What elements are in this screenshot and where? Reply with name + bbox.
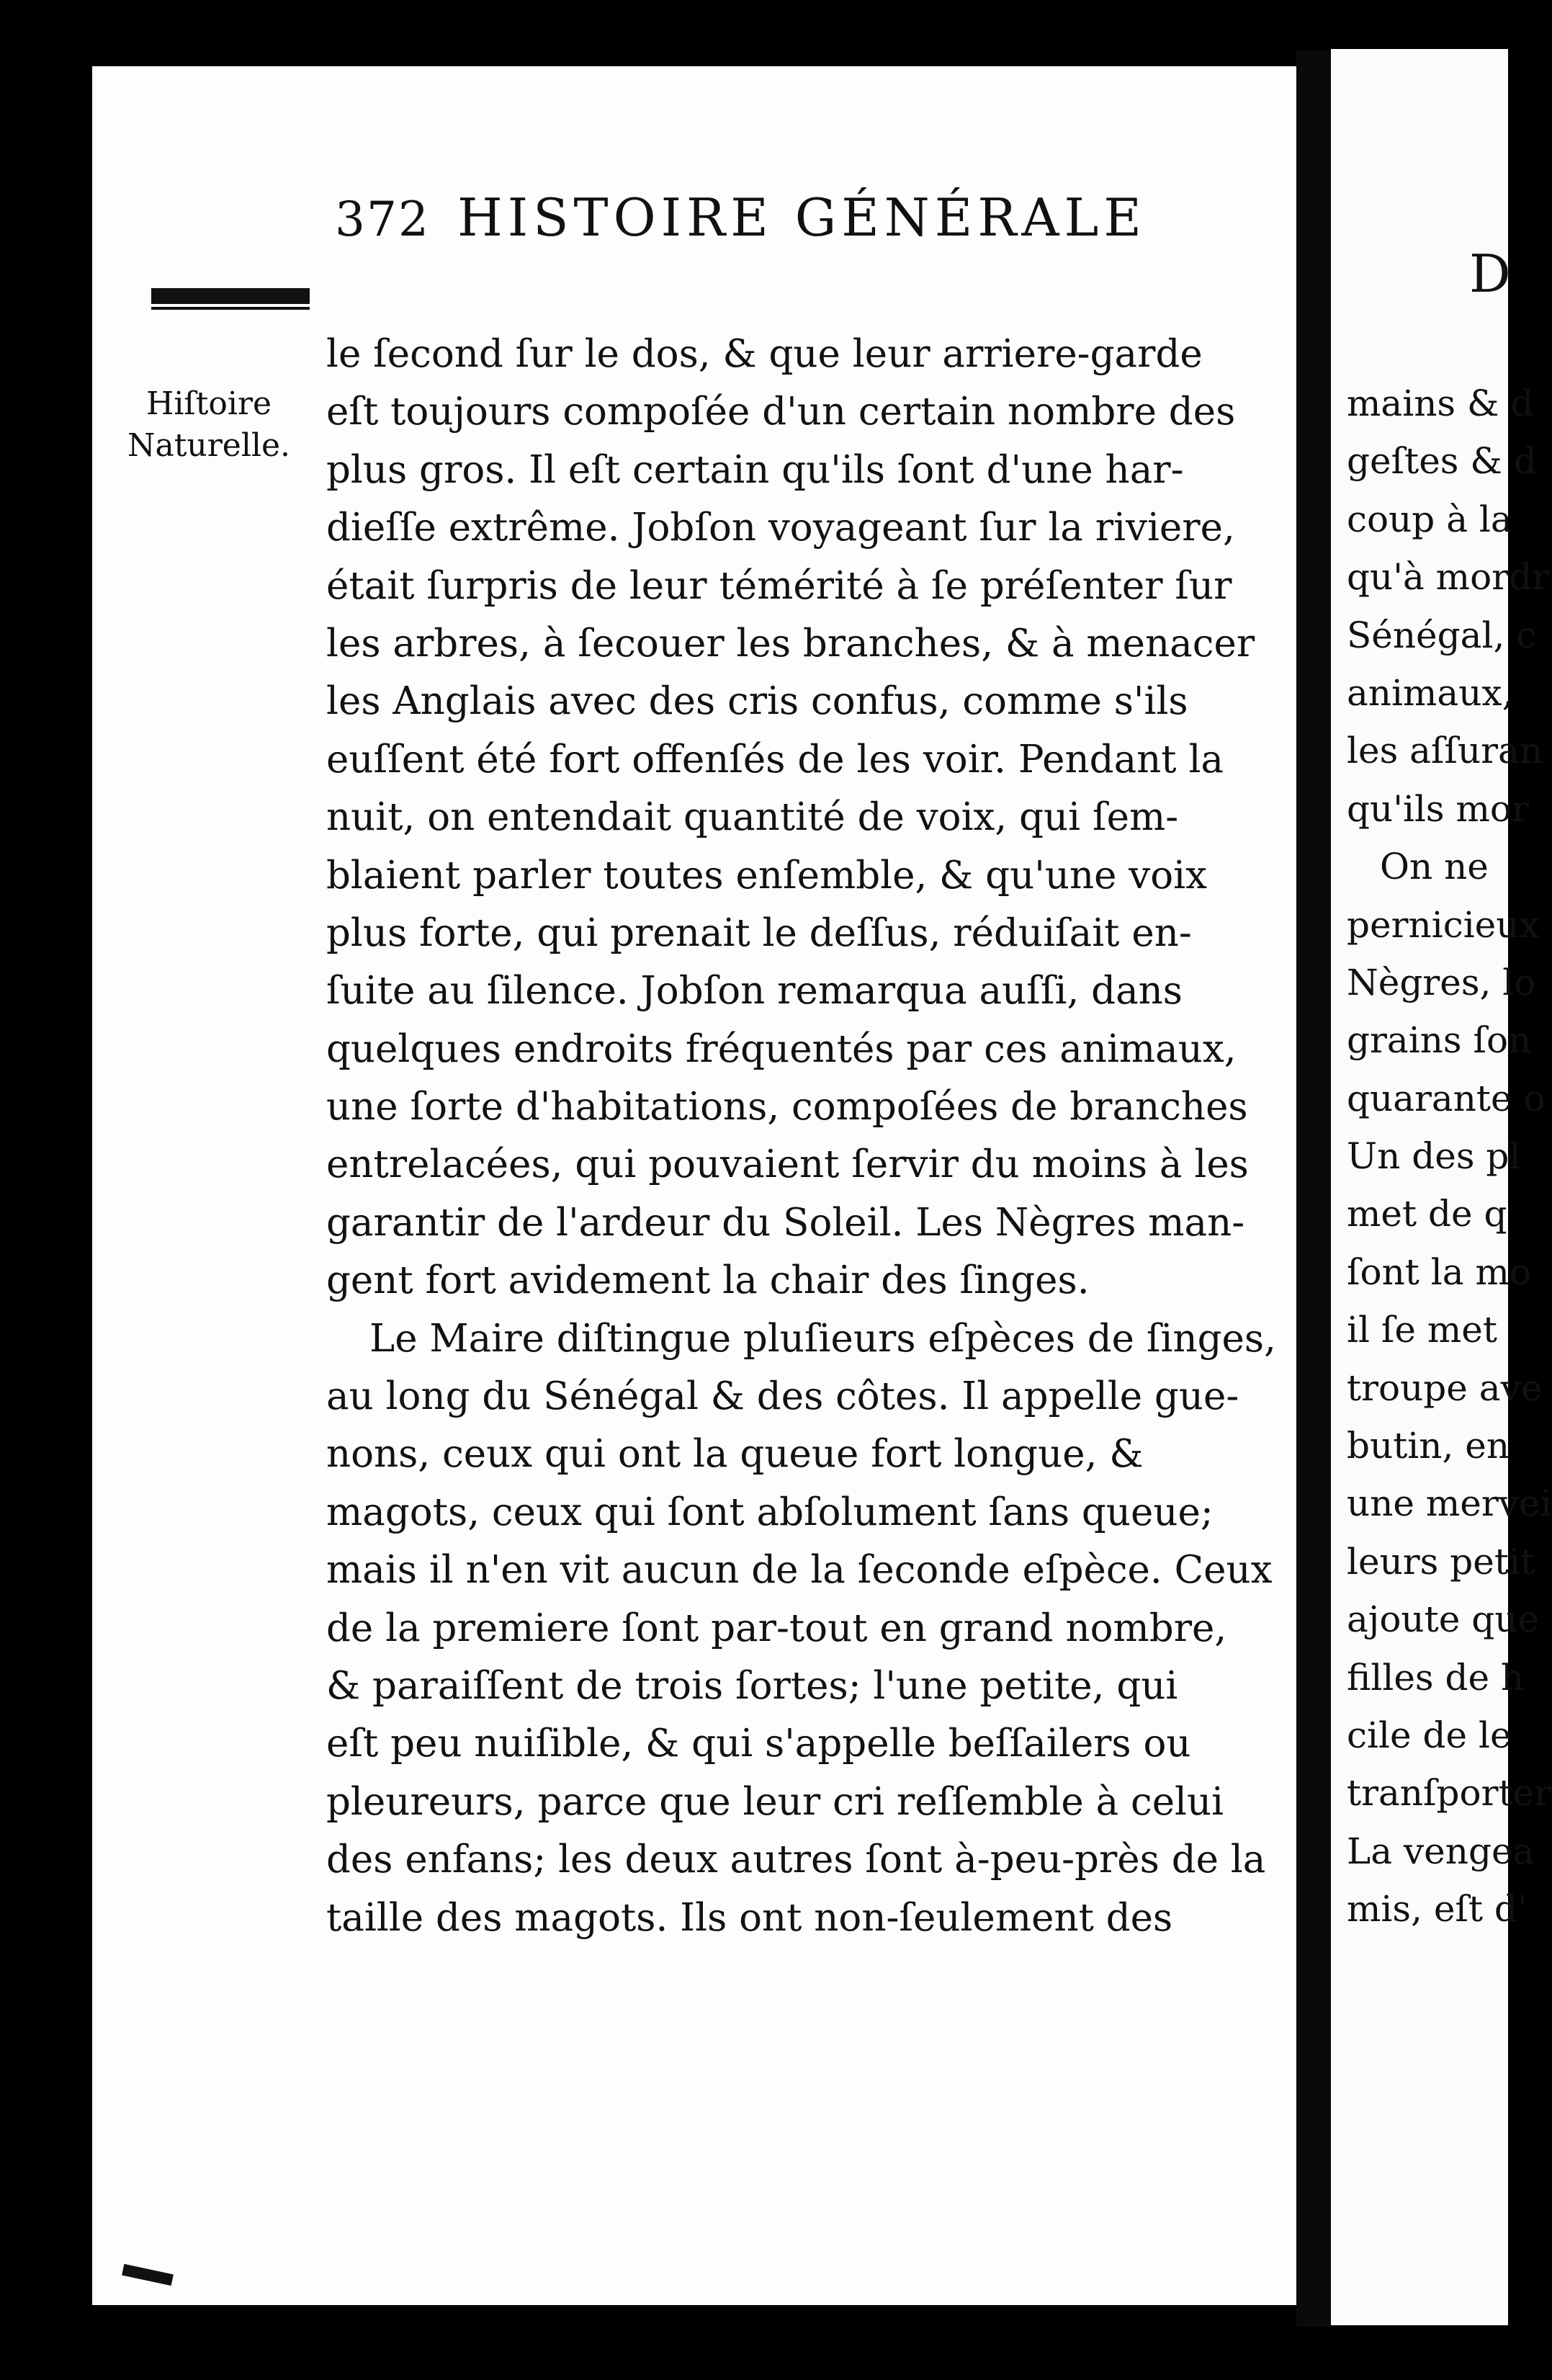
- text-line: les arbres, à ſecouer les branches, & à menacer: [326, 621, 1255, 666]
- right-text-line: une mervei: [1347, 1482, 1552, 1525]
- text-line: au long du Sénégal & des côtes. Il appelle gue-: [326, 1374, 1239, 1419]
- right-text-line: Sénégal, c: [1347, 614, 1537, 656]
- text-line: garantir de l'ardeur du Soleil. Les Nègres man-: [326, 1200, 1245, 1245]
- text-line: gent fort avidement la chair des ſinges.: [326, 1258, 1090, 1303]
- right-text-line: les aſſuran: [1347, 730, 1543, 772]
- right-text-line: pernicieux: [1347, 903, 1540, 946]
- right-text-line: met de q: [1347, 1193, 1507, 1235]
- text-line: nuit, on entendait quantité de voix, qui ſem-: [326, 795, 1179, 840]
- text-line: Le Maire diſtingue pluſieurs eſpèces de ſinges,: [369, 1316, 1276, 1361]
- right-text-line: mains & d: [1347, 382, 1534, 424]
- right-text-line: coup à la: [1347, 498, 1512, 540]
- text-line: quelques endroits fréquentés par ces animaux,: [326, 1026, 1237, 1071]
- text-line: était ſurpris de leur témérité à ſe préſenter ſur: [326, 563, 1232, 608]
- text-line: & paraiſſent de trois ſortes; l'une petite, qui: [326, 1663, 1178, 1708]
- text-line: pleureurs, parce que leur cri reſſemble à celui: [326, 1779, 1224, 1824]
- right-text-line: troupe ave: [1347, 1366, 1543, 1409]
- page-number: 372: [335, 192, 430, 247]
- right-text-line: qu'ils mor: [1347, 787, 1529, 830]
- right-text-line: mis, eſt d': [1347, 1888, 1528, 1931]
- right-text-line: quarante o: [1347, 1077, 1546, 1119]
- text-line: entrelacées, qui pouvaient ſervir du moins à les: [326, 1142, 1249, 1187]
- text-line: eſt peu nuiſible, & qui s'appelle beſſailers ou: [326, 1722, 1191, 1766]
- right-text-line: cile de le: [1347, 1714, 1512, 1756]
- margin-note-line: Naturelle.: [127, 427, 290, 464]
- text-line: taille des magots. Ils ont non-ſeulement des: [326, 1895, 1173, 1940]
- right-text-line: il ſe met: [1347, 1309, 1497, 1351]
- right-text-line: La vengea: [1347, 1830, 1535, 1872]
- right-text-line: Un des pl: [1347, 1135, 1521, 1178]
- right-text-line: animaux,: [1347, 671, 1514, 714]
- text-line: euſſent été fort offenſés de les voir. Pendant la: [326, 737, 1224, 782]
- right-page: [1331, 49, 1552, 2325]
- text-line: plus forte, qui prenait le deſſus, réduiſait en-: [326, 911, 1192, 955]
- text-line: de la premiere ſont par-tout en grand nombre,: [326, 1606, 1227, 1650]
- right-text-line: Nègres, lo: [1347, 961, 1536, 1003]
- body-text: [326, 326, 1280, 1947]
- text-line: magots, ceux qui ſont abſolument ſans queue;: [326, 1490, 1214, 1534]
- text-line: les Anglais avec des cris confus, comme s'ils: [326, 679, 1188, 724]
- text-line: nons, ceux qui ont la queue fort longue, &: [326, 1432, 1144, 1477]
- right-text-line: On ne: [1380, 846, 1489, 888]
- margin-rule: [151, 288, 310, 304]
- right-running-title: D: [1469, 243, 1511, 304]
- text-line: des enfans; les deux autres ſont à-peu-près de la: [326, 1838, 1266, 1882]
- text-line: le ſecond ſur le dos, & que leur arriere-garde: [326, 332, 1203, 376]
- text-line: plus gros. Il eſt certain qu'ils ſont d'une har-: [326, 447, 1184, 492]
- running-title: HISTOIRE GÉNÉRALE: [457, 187, 1147, 248]
- margin-note-line: Hiſtoire: [145, 385, 272, 422]
- right-text-line: ſont la mo: [1347, 1251, 1532, 1293]
- right-text-line: filles de h: [1347, 1656, 1525, 1699]
- text-line: mais il n'en vit aucun de la ſeconde eſpèce. Ceux: [326, 1548, 1273, 1593]
- right-text-line: ajoute que: [1347, 1598, 1539, 1641]
- text-line: dieſſe extrême. Jobſon voyageant ſur la riviere,: [326, 506, 1235, 550]
- right-page-text: [1347, 375, 1552, 1938]
- right-text-line: grains ſon: [1347, 1019, 1532, 1062]
- right-text-line: tranſporter: [1347, 1772, 1552, 1815]
- right-text-line: geſtes & d: [1347, 440, 1537, 483]
- right-text-line: leurs petit: [1347, 1540, 1535, 1583]
- text-line: ſuite au ſilence. Jobſon remarqua auſſi, dans: [326, 969, 1183, 1014]
- text-line: eſt toujours compoſée d'un certain nombre des: [326, 390, 1236, 434]
- running-header: [335, 187, 1147, 248]
- margin-note: [126, 383, 292, 467]
- text-line: blaient parler toutes enſemble, & qu'une voix: [326, 853, 1207, 898]
- right-text-line: butin, en: [1347, 1425, 1510, 1467]
- right-text-line: qu'à mordr: [1347, 556, 1549, 599]
- text-line: une ſorte d'habitations, compoſées de branches: [326, 1085, 1248, 1129]
